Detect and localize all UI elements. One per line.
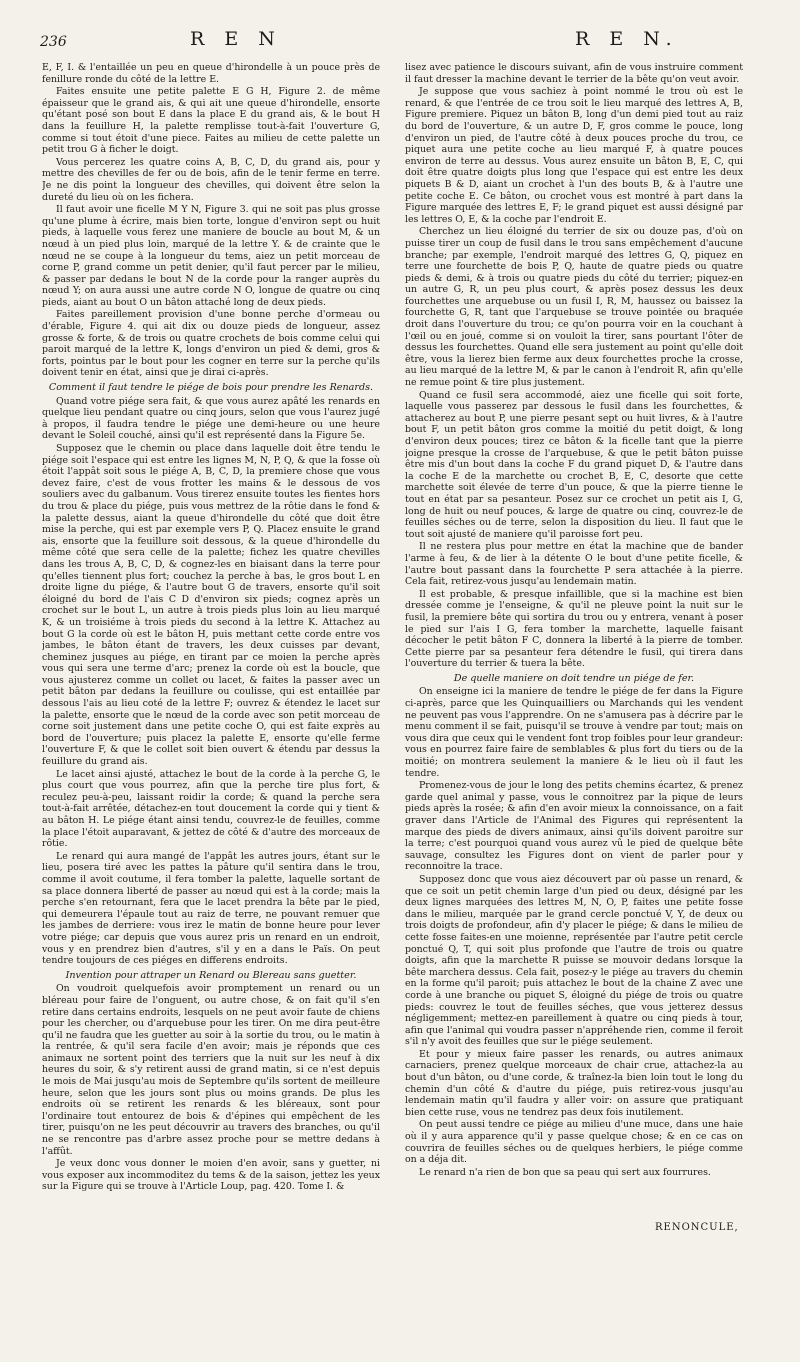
paragraph: Promenez-vous de jour le long des petits chemins écartez, & prenez garde quel animal y passe, vous le connoitrez par la pique de leurs pieds après la rosée; & afin d'en avoir mieux la connoissance, on a fait graver dans l'Article de l'Animal des Figures qui représentent la marque des pieds de divers animaux, ainsi qu'ils doivent paroitre sur la terre; c'est pourquoi quand vous aurez vû le pied de quelque bête sauvage, consultez les Figures dont on vient de parler pour y reconnoitre la trace. [405, 780, 743, 873]
paragraph: Faites ensuite une petite palette E G H, Figure 2. de même épaisseur que le grand ais, & qui ait une queue d'hirondelle, ensorte qu'étant posé son bout E dans la place E du grand ais, & le bout H dans la feuillure H, la palette remplisse tout-à-fait l'ouverture G, comme si tout étoit d'une piece. Faites au milieu de cette palette un petit trou G à ficher le doigt. [42, 86, 380, 156]
paragraph: Le lacet ainsi ajusté, attachez le bout de la corde à la perche G, le plus court que vous pourrez, afin que la perche tire plus fort, & reculez peu-à-peu, laissant roidir la corde; & quand la perche sera tout-à-fait arrêtée, détachez-en tout doucement la corde qui y tient & au bâton H. Le piége étant ainsi tendu, couvrez-le de feuilles, comme la place l'étoit auparavant, & jettez de côté & d'autre des morceaux de rôtie. [42, 768, 380, 850]
paragraph: On enseigne ici la maniere de tendre le piége de fer dans la Figure ci-après, parce que les Quinquailliers ou Marchands qui les vendent ne peuvent pas vous l'apprendre. On ne s'amusera pas à décrire par le menu comment il se fait, puisqu'il se trouve à vendre par tout; mais on vous dira que ceux qui le vendent font trop foibles pour leur grandeur: vous en pourrez faire faire de semblables & plus fort du tiers ou de la moitié; on montrera seulement la maniere & le lieu où il faut les tendre. [405, 686, 743, 779]
paragraph: Le renard n'a rien de bon que sa peau qui sert aux fourrures. [419, 1166, 711, 1178]
paragraph: Et pour y mieux faire passer les renards, ou autres animaux carnaciers, prenez quelque morceaux de chair crue, attachez-la au bout d'un bâton, ou d'une corde, & traînez-la bien loin tout le long du chemin d'un côté & d'autre du piége, puis retirez-vous jusqu'au lendemain matin qu'il faudra y aller voir: on assure que pratiquant bien cette ruse, vous ne tendrez pas deux fois inutilement. [405, 1048, 743, 1118]
page-number: 236 [40, 34, 67, 50]
section-heading: Invention pour attraper un Renard ou Blereau sans guetter. [65, 969, 357, 981]
paragraph: Vous percerez les quatre coins A, B, C, D, du grand ais, pour y mettre des chevilles de fer ou de bois, afin de le tenir ferme en terre. Je ne dis point la longueur des chevilles, qui doivent être selon la dureté du lieu où on les fichera. [42, 156, 380, 203]
running-head-left: R E N [190, 28, 282, 50]
paragraph: Il faut avoir une ficelle M Y N, Figure 3. qui ne soit pas plus grosse qu'une plume à écrire, mais bien torte, longue d'environ sept ou huit pieds, à laquelle vous ferez une maniere de boucle au bout M, & un nœud à un pied plus loin, marqué de la lettre Y. & de crainte que le nœud ne se coupe à la longueur du tems, aiez un petit morceau de corne P, grand comme un petit denier, qu'il faut percer par le milieu, & passer par dedans le bout N de la corde pour la ranger auprès du nœud Y; on aura aussi une autre corde N O, longue de quatre ou cinq pieds, aiant au bout O un bâton attaché long de deux pieds. [42, 204, 380, 308]
paragraph: Faites pareillement provision d'une bonne perche d'ormeau ou d'érable, Figure 4. qui ait dix ou douze pieds de longueur, assez grosse & forte, & de trois ou quatre crochets de bois comme celui qui paroit marqué de la lettre K, longs d'environ un pied & demi, gros & forts, pointus par le bout pour les cogner en terre sur la perche qu'ils doivent tenir en état, ainsi que je dirai ci-après. [42, 309, 380, 379]
paragraph: On voudroit quelquefois avoir promptement un renard ou un bléreau pour faire de l'onguent, ou autre chose, & on fait qu'il s'en retire dans certains endroits, lesquels on ne peut avoir faute de chiens pour les chercher, ou d'arquebuse pour les tirer. On me dira peut-être qu'il ne faudra que les guetter au soir à la sortie du trou, ou le matin à la rentrée, & qu'il sera facile d'en avoir; mais je réponds que ces animaux ne sortent point des terriers que la nuit sur les neuf à dix heures du soir, & s'y retirent aussi de grand matin, si ce n'est depuis le mois de Mai jusqu'au mois de Septembre qu'ils sortent de meilleure heure, selon que les jours sont plus ou moins grands. De plus les endroits où se retirent les renards & les bléreaux, sont pour l'ordinaire tout entourez de bois & d'épines qui empêchent de les tirer, puisqu'on ne les peut découvrir au travers des branches, ou qu'il ne se rencontre pas d'arbre assez proche pour se mettre dedans à l'affût. [42, 983, 380, 1157]
paragraph: Il ne restera plus pour mettre en état la machine que de bander l'arme à feu, & de lier à la détente O le bout d'une petite ficelle, & l'autre bout passant dans la fourchette P sera attachée à la pierre. Cela fait, retirez-vous jusqu'au lendemain matin. [405, 541, 743, 588]
section-heading: De quelle maniere on doit tendre un piége de fer. [453, 672, 695, 684]
catchword: RENONCULE, [655, 1222, 739, 1233]
right-column [405, 62, 743, 1317]
paragraph: Je veux donc vous donner le moien d'en avoir, sans y guetter, ni vous exposer aux incommoditez du tems & de la saison, jettez les yeux sur la Figure qui se trouve à l'Article Loup, pag. 420. Tome I. & [42, 1158, 380, 1193]
section-heading: Comment il faut tendre le piége de bois pour prendre les Renards. [48, 382, 374, 394]
left-column [42, 62, 380, 1317]
paragraph: Quand ce fusil sera accommodé, aiez une ficelle qui soit forte, laquelle vous passerez par dessous le fusil dans les fourchettes, & attacherez au bout P, une pierre pesant sept ou huit livres, & à l'autre bout F, un petit bâton gros comme la moitié du petit doigt, & long d'environ deux pouces; tirez ce bâton & la ficelle tant que la pierre joigne presque la crosse de l'arquebuse, & que le petit bâton puisse être mis d'un bout dans la coche F du grand piquet D, & l'autre dans la coche E de la marchette ou crochet B, E, C, desorte que cette marchette soit élevée de terre d'un pouce, & que la pierre tienne le tout en état par sa pesanteur. Posez sur ce crochet un petit ais I, G, long de huit ou neuf pouces, & large de quatre ou cinq, couvrez-le de feuilles séches ou de terre, selon la disposition du lieu. Il faut que le tout soit ajusté de maniere qu'il paroisse fort peu. [405, 389, 743, 540]
paragraph: Cherchez un lieu éloigné du terrier de six ou douze pas, d'où on puisse tirer un coup de fusil dans le trou sans empêchement d'aucune branche; par exemple, l'endroit marqué des lettres G, Q, piquez en terre une fourchette de bois P, Q, haute de quatre pieds ou quatre pieds & demi, & à trois ou quatre pieds du côté du terrier; piquez-en un autre G, R, un peu plus court, & après posez dessus les deux fourchettes une arquebuse ou un fusil I, R, M, haussez ou baissez la fourchette G, R, tant que l'arquebuse se trouve pointée ou braquée droit dans l'ouverture du trou; ce qu'on pourra voir en la couchant à l'œil ou en joué, comme si on vouloit la tirer, sans pourtant l'ôter de dessus les fourchettes. Quand elle sera justement au point qu'elle doit être, vous la lierez bien ferme aux deux fourchettes proche la crosse, au lieu marqué de la lettre M, & par le canon à l'endroit R, afin qu'elle ne remue point & tire plus justement. [405, 226, 743, 389]
paragraph: Supposez donc que vous aiez découvert par où passe un renard, & que ce soit un petit chemin large d'un pied ou deux, désigné par les deux lignes marquées des lettres M, N, O, P, faites une petite fosse dans le milieu, marquée par le grand cercle ponctué V, Y, de deux ou trois doigts de profondeur, afin d'y placer le piége; & dans le milieu de cette fosse faites-en une moienne, représentée par l'autre petit cercle ponctué Q, T, qui soit plus profonde que l'autre de trois ou quatre doigts, afin que la marchette R puisse se mouvoir dedans lorsque la bête marchera dessus. Cela fait, posez-y le piége au travers du chemin en la forme qu'il paroit; puis attachez le bout de la chaine Z avec une corde à une branche ou piquet S, éloigné du piége de trois ou quatre pieds: couvrez le tout de feuilles séches, que vous jetterez dessus négligemment; mettez-en pareillement à quatre ou cinq pieds à tour, afin que l'animal qui voudra passer n'appréhende rien, comme il feroit s'il n'y avoit des feuilles que sur le piége seulement. [405, 873, 743, 1048]
paragraph: E, F, I. & l'entaillée un peu en queue d'hirondelle à un pouce près de fenillure ronde du côté de la lettre E. [42, 62, 380, 85]
page-header [40, 28, 760, 54]
paragraph: Il est probable, & presque infaillible, que si la machine est bien dressée comme je l'enseigne, & qu'il ne pleuve point la nuit sur le fusil, la premiere bête qui sortira du trou ou y entrera, venant à poser le pied sur l'ais I G, fera tomber la marchette, laquelle faisant décocher le petit bâton F C, donnera la liberté à la pierre de tomber. Cette pierre par sa pesanteur fera détendre le fusil, qui tirera dans l'ouverture du terrier & tuera la bête. [405, 588, 743, 670]
paragraph: Le renard qui aura mangé de l'appât les autres jours, étant sur le lieu, posera tiré avec les pattes la pâture qu'il sentira dans le trou, comme il avoit coutume, il fera tomber la palette, laquelle sortant de sa place donnera liberté de passer au nœud qui est à la corde; mais la perche s'en retournant, fera que le lacet prendra la bête par le pied, qui demeurera l'épaule tout au raiz de terre, ne pouvant remuer que les jambes de derriere: vous irez le matin de bonne heure pour lever votre piége; car depuis que vous aurez pris un renard en un endroit, vous y en prendrez bien d'autres, s'il y en a dans le Païs. On peut tendre toujours de ces piéges en differens endroits. [42, 850, 380, 967]
paragraph: Je suppose que vous sachiez à point nommé le trou où est le renard, & que l'entrée de ce trou soit le lieu marqué des lettres A, B, Figure premiere. Piquez un bâton B, long d'un demi pied tout au raiz du bord de l'ouverture, & un autre D, F, gros comme le pouce, long d'environ un pied, de l'autre côté à deux pouces proche du trou, ce piquet aura une petite coche au lieu marqué F, à quatre pouces environ de terre au dessus. Vous aurez ensuite un bâton B, E, C, qui doit être quatre doigts plus long que l'espace qui est entre les deux piquets B & D, aiant un crochet à l'un des bouts B, & à l'autre une petite coche E. Ce bâton, ou crochet vous est montré à part dans la Figure marquée des lettres E, F; le grand piquet est aussi désigné par les lettres O, E, & la coche par l'endroit E. [405, 86, 743, 225]
paragraph: Supposez que le chemin ou place dans laquelle doit être tendu le piége soit l'espace qui est entre les lignes M, N, P, Q, & que la fosse où étoit l'appât soit sous le piége A, B, C, D, la premiere chose que vous devez faire, c'est de vous frotter les mains & le dessous de vos souliers avec du galbanum. Vous tirerez ensuite toutes les fientes hors du trou & place du piége, puis vous mettrez de la rôtie dans le fond & la palette dessus, aiant la queue d'hirondelle du côté que doit être mise la perche, qui est par exemple vers P, Q. Placez ensuite le grand ais, ensorte que la feuillure soit dessous, & la queue d'hirondelle du même côté que sera celle de la palette; fichez les quatre chevilles dans les trous A, B, C, D, & cognez-les en biaisant dans la terre pour qu'elles tiennent plus fort; couchez la perche à bas, le gros bout L en droite ligne du piége, & l'autre bout G de travers, ensorte qu'il soit éloigné du bord de l'ais C D d'environ six pieds; cognez après un crochet sur le bout L, un autre à trois pieds plus loin au lieu marqué K, & un troisiéme à trois pieds du second à la lettre K. Attachez au bout G la corde où est le bâton H, puis mettant cette corde entre vos jambes, le bâton étant de travers, les deux cuisses par devant, cheminez jusques au piége, en tirant par ce moien la perche après vous qui sera une terme d'arc; prenez la corde où est la boucle, que vous ajusterez comme un collet ou lacet, & faites la passer avec un petit bâton par dedans la feuillure ou coulisse, qui est entaillée par dessous l'ais au lieu coté de la lettre F; ouvrez & étendez le lacet sur la palette, ensorte que le nœud de la corde avec son petit morceau de corne soit justement dans une petite coche O, qui est faite exprès au bord de l'ouverture; puis placez la palette E, ensorte qu'elle ferme l'ouverture F, & que le collet soit bien ouvert & étendu par dessus la feuillure du grand ais. [42, 443, 380, 768]
paragraph: Quand votre piége sera fait, & que vous aurez apâté les renards en quelque lieu pendant quatre ou cinq jours, selon que vous l'aurez jugé à propos, il faudra tendre le piége une demi-heure ou une heure devant le Soleil couché, ainsi qu'il est représenté dans la Figure 5e. [42, 395, 380, 442]
paragraph: On peut aussi tendre ce piége au milieu d'une muce, dans une haie où il y aura apparence qu'il y passe quelque chose; & en ce cas on couvrira de feuilles séches ou de quelques herbiers, le piége comme on a déja dit. [405, 1119, 743, 1166]
running-head-right: R E N. [575, 28, 679, 50]
paragraph: lisez avec patience le discours suivant, afin de vous instruire comment il faut dresser la machine devant le terrier de la bête qu'on veut avoir. [405, 62, 743, 85]
